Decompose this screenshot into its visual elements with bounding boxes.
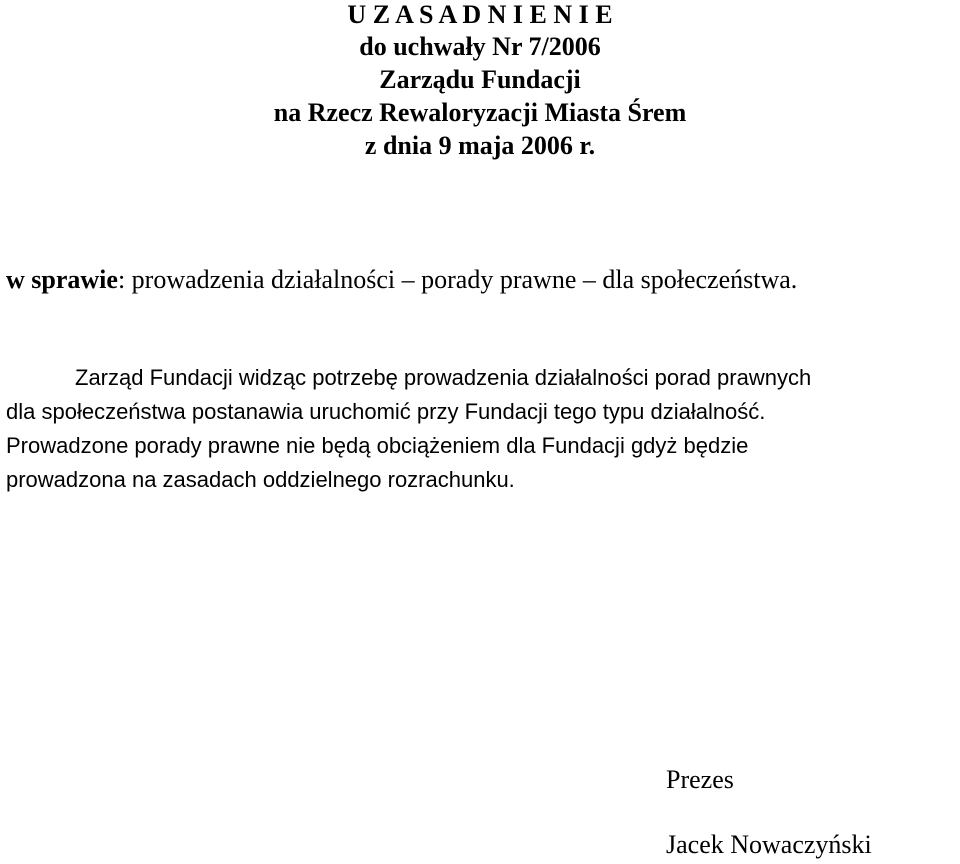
body-line-4: prowadzona na zasadach oddzielnego rozrachunku. <box>6 467 515 492</box>
signatory-title: Prezes <box>666 765 734 794</box>
resolution-date: z dnia 9 maja 2006 r. <box>364 131 596 160</box>
foundation-name: na Rzecz Rewaloryzacji Miasta Śrem <box>273 98 687 127</box>
body-line-1: Zarząd Fundacji widząc potrzebę prowadzenia działalności porad prawnych <box>75 365 812 390</box>
issuing-body: Zarządu Fundacji <box>379 65 581 94</box>
body-line-2: dla społeczeństwa postanawia uruchomić przy Fundacji tego typu działalność. <box>6 399 766 424</box>
subject-text: : prowadzenia działalności – porady prawne – dla społeczeństwa. <box>117 265 798 294</box>
resolution-number: do uchwały Nr 7/2006 <box>359 32 601 61</box>
body-line-3: Prowadzone porady prawne nie będą obciążeniem dla Fundacji gdyż będzie <box>6 433 749 458</box>
signatory-name: Jacek Nowaczyński <box>666 830 872 859</box>
subject-label: w sprawie <box>6 265 118 294</box>
subject-line <box>6 265 797 295</box>
document-title: U Z A S A D N I E N I E <box>347 0 613 29</box>
